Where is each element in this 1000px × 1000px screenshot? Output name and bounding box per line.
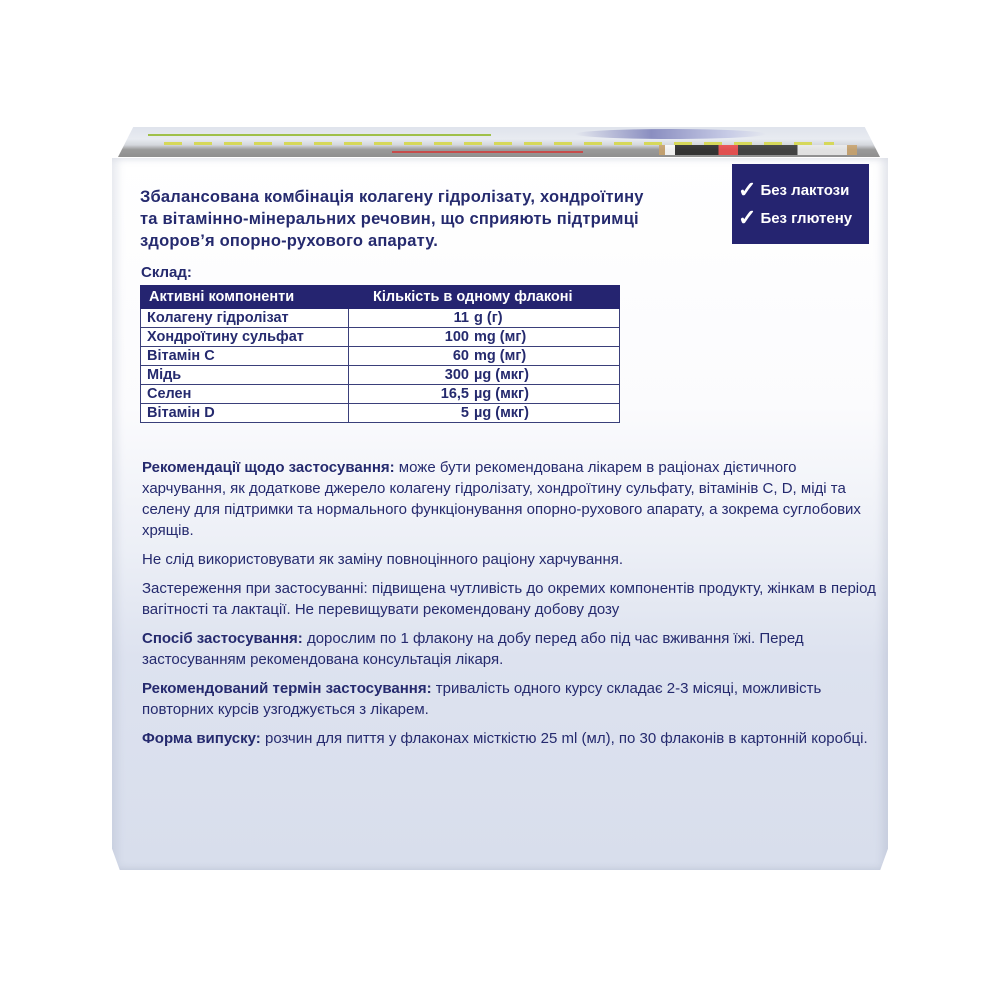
check-icon: ✓ (738, 177, 757, 202)
component-amount: 11 g (г) (349, 309, 620, 328)
intro-text: Збалансована комбінація колагену гідролізату, хондроїтину та вітамінно-мінеральних речовин, що сприяють підтримці здоров’я опорно-рухового апарату. (140, 188, 644, 250)
table-row (141, 385, 620, 404)
section-title: Рекомендований термін застосування: (142, 680, 432, 697)
decorative-strip (148, 134, 491, 136)
recommendations-paragraph: Рекомендації щодо застосування: може бути рекомендована лікарем в раціонах дієтичного харчування, як додаткове джерело колагену гідролізату, хондроїтину сульфату, вітамінів С, D, міді та селену для підтримки та нормального функціонування опорно-рухового апарату, а зокрема суглобових хрящів. (142, 459, 861, 539)
term-paragraph: Рекомендований термін застосування: тривалість одного курсу складає 2-3 місяці, можливість повторних курсів узгоджується з лікарем. (142, 680, 822, 718)
section-title: Спосіб застосування: (142, 630, 303, 647)
badge-item-gluten-free (738, 204, 869, 232)
composition-label: Склад: (141, 264, 192, 281)
component-amount: 300 µg (мкг) (349, 366, 620, 385)
component-amount: 100 mg (мг) (349, 328, 620, 347)
component-name: Селен (141, 385, 349, 404)
table-row (141, 366, 620, 385)
table-row (141, 404, 620, 423)
section-title: Рекомендації щодо застосування: (142, 459, 395, 476)
table-row (141, 309, 620, 328)
component-amount: 60 mg (мг) (349, 347, 620, 366)
check-icon: ✓ (738, 205, 757, 230)
section-title: Форма випуску: (142, 730, 261, 747)
component-name: Хондроїтину сульфат (141, 328, 349, 347)
warnings-paragraph: Застереження при застосуванні: підвищена чутливість до окремих компонентів продукту, жінкам в період вагітності та лактації. Не перевищувати рекомендовану добову дозу (142, 580, 876, 618)
usage-paragraph: Спосіб застосування: дорослим по 1 флакону на добу перед або під час вживання їжі. Перед застосуванням рекомендована консультація лікаря. (142, 630, 804, 668)
badge-label: Без лактози (760, 181, 850, 199)
component-name: Вітамін С (141, 347, 349, 366)
form-paragraph: Форма випуску: розчин для пиття у флаконах місткістю 25 ml (мл), по 30 флаконів в картонній коробці. (142, 730, 868, 747)
table-row (141, 347, 620, 366)
not-substitute-paragraph: Не слід використовувати як заміну повноцінного раціону харчування. (142, 551, 624, 568)
component-amount: 16,5 µg (мкг) (349, 385, 620, 404)
badge-item-lactose-free (738, 176, 869, 204)
composition-table (140, 285, 620, 423)
table-row (141, 328, 620, 347)
column-header: Активні компоненти (141, 286, 349, 309)
component-name: Мідь (141, 366, 349, 385)
usage-information (142, 457, 882, 757)
decorative-swoosh (575, 129, 766, 139)
component-name: Колагену гідролізат (141, 309, 349, 328)
free-from-badge (732, 164, 869, 244)
brand-logo (659, 145, 857, 155)
component-amount: 5 µg (мкг) (349, 404, 620, 423)
decorative-strip (392, 151, 583, 153)
column-header: Кількість в одному флаконі (349, 286, 620, 309)
badge-label: Без глютену (760, 209, 853, 227)
component-name: Вітамін D (141, 404, 349, 423)
table-header-row (141, 286, 620, 309)
box-top-edge (118, 127, 880, 157)
